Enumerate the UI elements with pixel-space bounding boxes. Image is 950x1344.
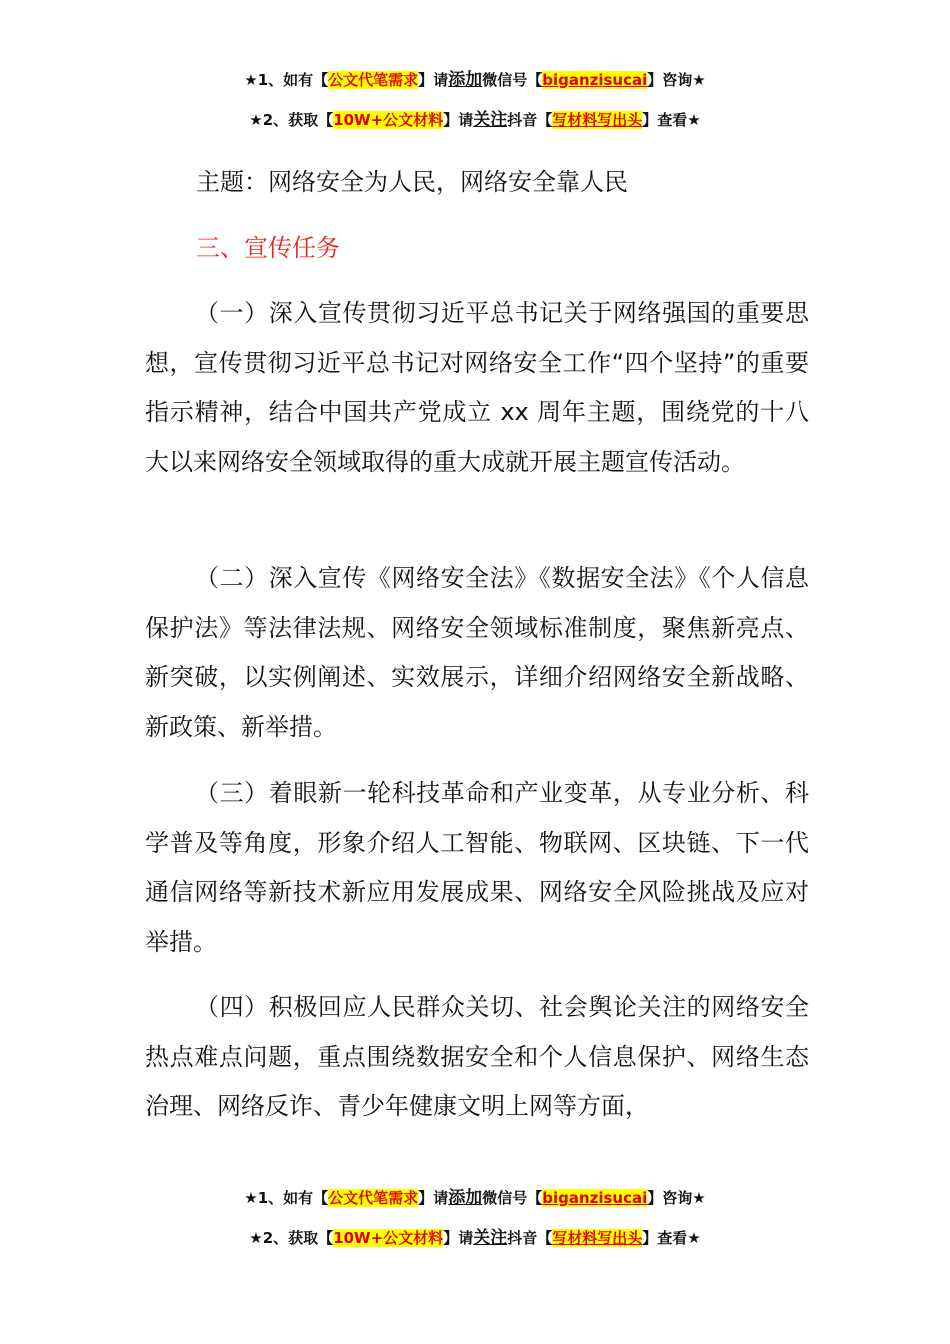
banner-emphasis: 关注 — [473, 1228, 508, 1248]
banner-highlight: 10W+公文材料 — [333, 1229, 444, 1247]
paragraph-4: （四）积极回应人民群众关切、社会舆论关注的网络安全热点难点问题，重点围绕数据安全和个人信息保护、网络生态治理、网络反诈、青少年健康文明上网等方面， — [145, 993, 809, 1120]
banner-emphasis: 添加 — [448, 1188, 483, 1208]
bottom-banner-line-2 — [0, 1228, 950, 1248]
douyin-id-highlight: 写材料写出头 — [552, 111, 643, 129]
section-heading: 三、宣传任务 — [196, 234, 340, 262]
banner-text: 抖音【 — [507, 111, 553, 129]
banner-text: 微信号【 — [482, 1189, 543, 1207]
banner-emphasis: 关注 — [473, 110, 508, 130]
banner-highlight: 公文代笔需求 — [328, 1189, 419, 1207]
douyin-id-highlight: 写材料写出头 — [552, 1229, 643, 1247]
banner-emphasis: 添加 — [448, 70, 483, 90]
banner-text: ★2、获取【 — [249, 111, 334, 129]
banner-highlight: 公文代笔需求 — [328, 71, 419, 89]
banner-text: 】查看★ — [642, 111, 701, 129]
wechat-id-highlight: biganzisucai — [542, 71, 648, 89]
top-banner-line-1 — [0, 70, 950, 90]
banner-text: ★1、如有【 — [244, 71, 329, 89]
banner-text: 】咨询★ — [647, 71, 706, 89]
banner-text: 】请 — [443, 1229, 474, 1247]
banner-text: 】查看★ — [642, 1229, 701, 1247]
banner-text: 抖音【 — [507, 1229, 553, 1247]
banner-text: 】请 — [443, 111, 474, 129]
banner-text: 】咨询★ — [647, 1189, 706, 1207]
banner-text: ★2、获取【 — [249, 1229, 334, 1247]
banner-text: 微信号【 — [482, 71, 543, 89]
bottom-banner-line-1 — [0, 1188, 950, 1208]
wechat-id-highlight: biganzisucai — [542, 1189, 648, 1207]
document-topic: 主题：网络安全为人民，网络安全靠人民 — [196, 168, 628, 196]
banner-highlight: 10W+公文材料 — [333, 111, 444, 129]
top-banner-line-2 — [0, 110, 950, 130]
paragraph-3: （三）着眼新一轮科技革命和产业变革，从专业分析、科学普及等角度，形象介绍人工智能、物联网、区块链、下一代通信网络等新技术新应用发展成果、网络安全风险挑战及应对举措。 — [145, 779, 809, 956]
paragraph-2: （二）深入宣传《网络安全法》《数据安全法》《个人信息保护法》等法律法规、网络安全领域标准制度，聚焦新亮点、新突破，以实例阐述、实效展示，详细介绍网络安全新战略、新政策、新举措。 — [145, 564, 809, 741]
banner-text: ★1、如有【 — [244, 1189, 329, 1207]
paragraph-1: （一）深入宣传贯彻习近平总书记关于网络强国的重要思想，宣传贯彻习近平总书记对网络安全工作“四个坚持”的重要指示精神，结合中国共产党成立 xx 周年主题，围绕党的十八大以来网络安全领域取得的重大成就开展主题宣传活动。 — [145, 299, 809, 476]
banner-text: 】请 — [418, 1189, 449, 1207]
banner-text: 】请 — [418, 71, 449, 89]
